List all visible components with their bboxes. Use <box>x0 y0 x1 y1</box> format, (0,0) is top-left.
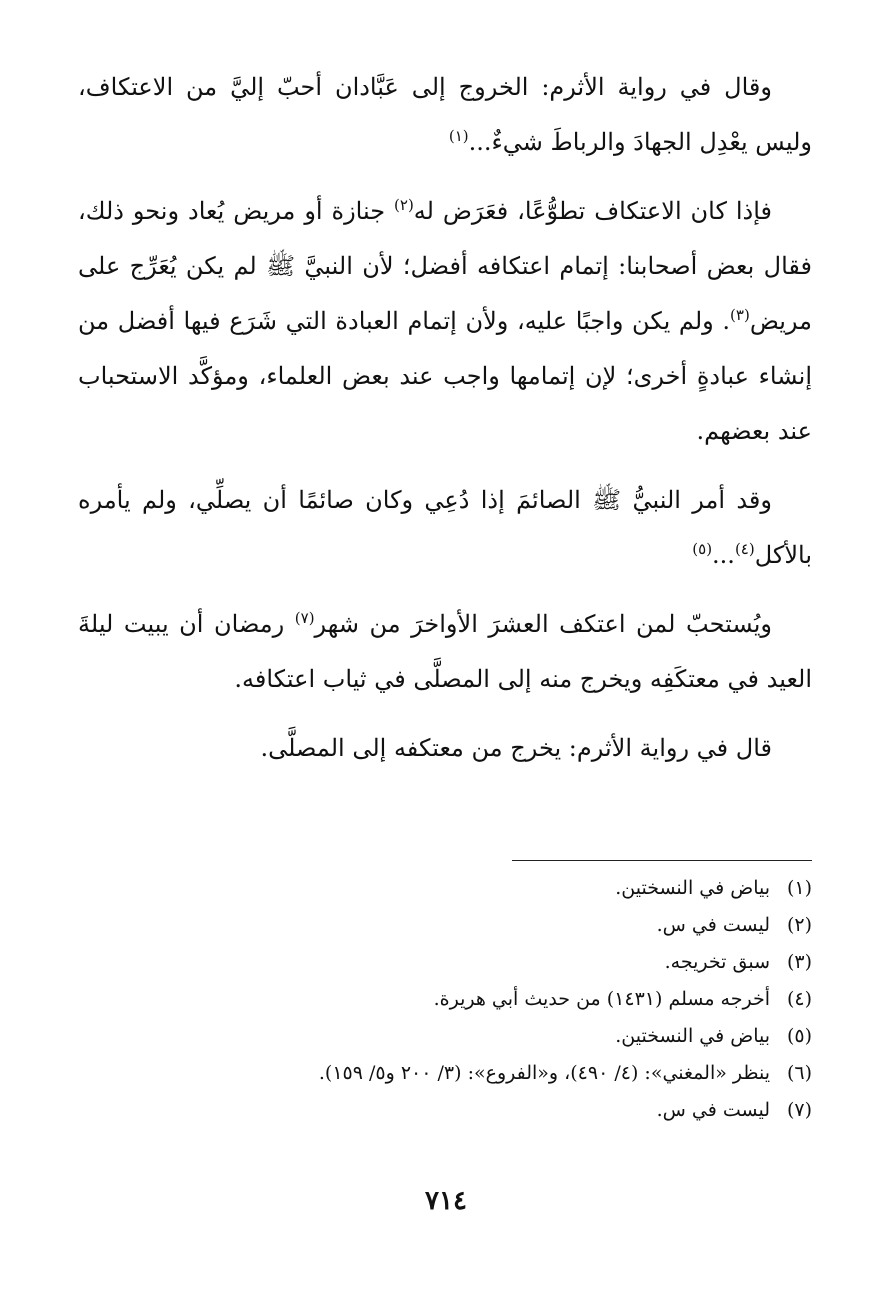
footnote-ref-1: (١) <box>448 127 469 145</box>
footnote-text: ينظر «المغني»: (٤/ ٤٩٠)، و«الفروع»: (٣/ ٢٠٠ و٥/ ١٥٩). <box>318 1062 770 1084</box>
paragraph-2 <box>78 184 812 459</box>
footnote-item <box>60 1055 812 1092</box>
footnote-text: بياض في النسختين. <box>615 877 770 899</box>
footnote-text: أخرجه مسلم (١٤٣١) من حديث أبي هريرة. <box>433 988 770 1010</box>
footnote-item <box>60 1092 812 1129</box>
paragraph-4-text-a: ويُستحبّ لمن اعتكف العشرَ الأواخرَ من شهر <box>314 610 773 638</box>
paragraph-1-text: وقال في رواية الأثرم: الخروج إلى عَبَّادان أحبّ إليَّ من الاعتكاف، وليس يعْدِل الجهادَ والرباطَ شيءٌ... <box>78 73 812 156</box>
footnotes-list <box>60 870 812 1129</box>
footnote-text: ليست في س. <box>656 1099 770 1121</box>
footnote-number: (٥) <box>786 1025 812 1047</box>
footnote-number: (٤) <box>786 988 812 1010</box>
footnote-text: ليست في س. <box>656 914 770 936</box>
footnote-text: سبق تخريجه. <box>664 951 770 973</box>
footnote-ref-4: (٤) <box>734 540 755 558</box>
footnote-ref-2: (٢) <box>394 196 414 214</box>
paragraph-1 <box>78 60 812 170</box>
paragraph-3-text-b: ... <box>712 541 735 569</box>
footnote-item <box>60 1018 812 1055</box>
footnote-number: (١) <box>786 877 812 899</box>
footnote-ref-7: (٧) <box>294 609 315 627</box>
paragraph-2-text-b: جنازة أو مريض يُعاد ونحو ذلك، فقال بعض أصحابنا: إتمام اعتكافه أفضل؛ لأن النبيَّ ﷺ لم يكن يُعَرِّج على مريض <box>78 197 812 335</box>
footnote-number: (٣) <box>786 951 812 973</box>
footnote-ref-5: (٥) <box>692 540 713 558</box>
footnote-number: (٢) <box>786 914 812 936</box>
footnote-divider <box>512 860 812 861</box>
paragraph-4-text-b: رمضان أن يبيت ليلةَ العيد في معتكَفِه ويخرج منه إلى المصلَّى في ثياب اعتكافه. <box>78 610 812 693</box>
footnote-item <box>60 944 812 981</box>
page-number: ٧١٤ <box>425 1186 467 1216</box>
footnote-number: (٦) <box>786 1062 812 1084</box>
paragraph-4 <box>78 597 812 707</box>
paragraph-3 <box>78 473 812 583</box>
footnote-item <box>60 981 812 1018</box>
footnote-item <box>60 870 812 907</box>
footnote-ref-3: (٣) <box>730 306 750 324</box>
paragraph-5 <box>78 721 812 776</box>
paragraph-2-text-c: . ولم يكن واجبًا عليه، ولأن إتمام العبادة التي شَرَع فيها أفضل من إنشاء عبادةٍ أخرى؛ لإن إتمامها واجب عند بعض العلماء، ومؤكَّد الاستحباب عند بعضهم. <box>78 307 812 445</box>
paragraph-5-text: قال في رواية الأثرم: يخرج من معتكفه إلى المصلَّى. <box>260 734 772 762</box>
paragraph-2-text-a: فإذا كان الاعتكاف تطوُّعًا، فعَرَض له <box>413 197 772 225</box>
footnote-text: بياض في النسختين. <box>615 1025 770 1047</box>
footnote-number: (٧) <box>786 1099 812 1121</box>
footnote-item <box>60 907 812 944</box>
main-text <box>78 60 812 790</box>
paragraph-3-text-a: وقد أمر النبيُّ ﷺ الصائمَ إذا دُعِي وكان صائمًا أن يصلِّي، ولم يأمره بالأكل <box>78 486 812 569</box>
